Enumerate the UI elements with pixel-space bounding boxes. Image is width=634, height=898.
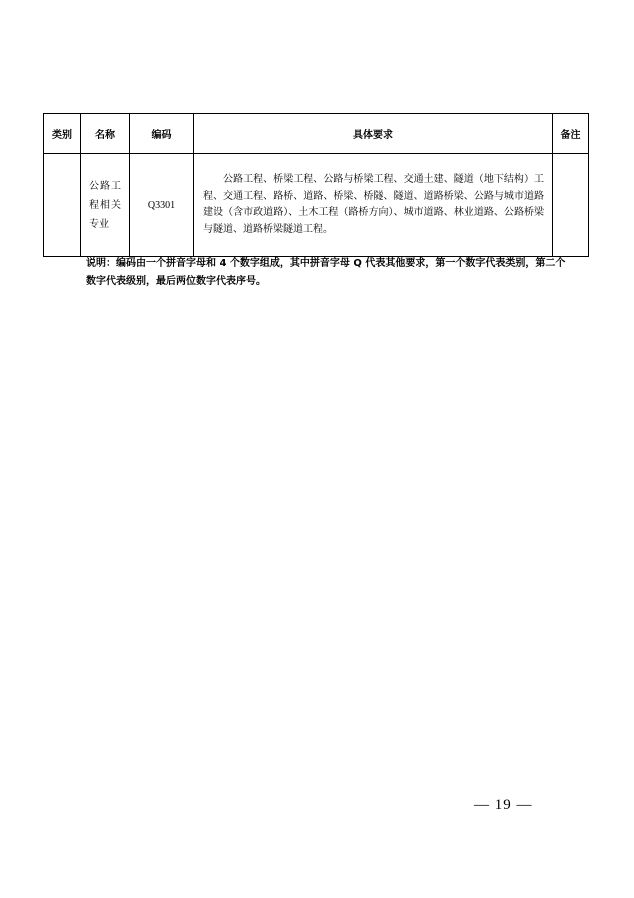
table-row: [44, 154, 589, 257]
header-category: 类别: [44, 114, 81, 154]
cell-requirements: 公路工程、桥梁工程、公路与桥梁工程、交通土建、隧道（地下结构）工程、交通工程、路桥、道路、桥梁、桥隧、隧道、道路桥梁、公路与城市道路建设（含市政道路）、土木工程（路桥方向）、城市道路、林业道路、公路桥梁与隧道、道路桥梁隧道工程。: [194, 154, 553, 257]
header-code: 编码: [130, 114, 194, 154]
header-requirements: 具体要求: [194, 114, 553, 154]
header-name: 名称: [81, 114, 130, 154]
cell-remarks: [553, 154, 589, 257]
specialty-table: [43, 113, 589, 257]
header-remarks: 备注: [553, 114, 589, 154]
cell-category: [44, 154, 81, 257]
cell-name: 公路工程相关专业: [81, 154, 130, 257]
page-number: — 19 —: [474, 797, 533, 813]
explanation-note: 说明：编码由一个拼音字母和 4 个数字组成，其中拼音字母 Q 代表其他要求，第一个数字代表类别，第二个数字代表级别，最后两位数字代表序号。: [86, 258, 566, 287]
cell-code: Q3301: [130, 154, 194, 257]
table-header-row: [44, 114, 589, 154]
